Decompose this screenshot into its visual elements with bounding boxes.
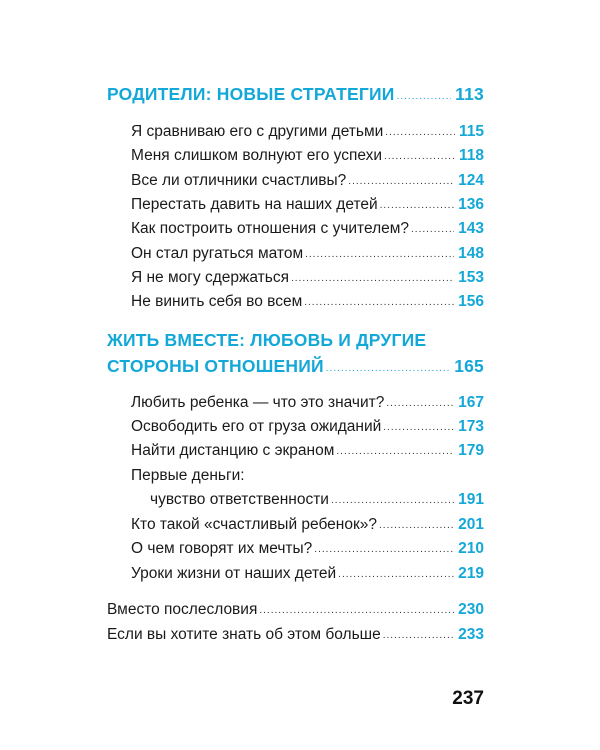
toc-entry[interactable] — [0, 245, 484, 263]
dot-leader — [291, 273, 454, 284]
toc-entry[interactable] — [0, 220, 484, 238]
dot-leader — [348, 176, 454, 187]
entry-page-number: 118 — [458, 147, 484, 164]
entry-page-number: 148 — [458, 245, 484, 262]
entry-page-number: 115 — [458, 123, 484, 140]
entry-title: Все ли отличники счастливы? — [131, 172, 347, 189]
dot-leader — [331, 495, 454, 506]
section-title: СТОРОНЫ ОТНОШЕНИЙ — [107, 356, 324, 376]
dot-leader — [304, 297, 454, 308]
entry-page-number: 153 — [458, 269, 484, 286]
dot-leader — [397, 91, 452, 102]
entry-page-number: 156 — [458, 293, 484, 310]
toc-entry[interactable] — [0, 418, 484, 436]
entry-title: Не винить себя во всем — [131, 293, 303, 310]
entry-title: Как построить отношения с учителем? — [131, 220, 410, 237]
section-title-line[interactable]: ЖИТЬ ВМЕСТЕ: ЛЮБОВЬ И ДРУГИЕ — [107, 330, 427, 350]
entry-page-number: 124 — [458, 172, 484, 189]
entry-page-number: 230 — [458, 601, 484, 618]
entry-page-number: 136 — [458, 196, 484, 213]
entry-title: Найти дистанцию с экраном — [131, 442, 335, 459]
entry-page-number: 191 — [458, 491, 484, 508]
entry-title: чувство ответственности — [150, 491, 329, 508]
entry-title: Уроки жизни от наших детей — [131, 565, 337, 582]
toc-entry[interactable] — [0, 540, 484, 558]
dot-leader — [380, 200, 454, 211]
entry-page-number: 219 — [458, 565, 484, 582]
entry-title: О чем говорят их мечты? — [131, 540, 313, 557]
entry-title: Если вы хотите знать об этом больше — [107, 626, 381, 643]
dot-leader — [385, 127, 455, 138]
dot-leader — [326, 363, 450, 374]
entry-title: Перестать давить на наших детей — [131, 196, 378, 213]
entry-page-number: 210 — [458, 540, 484, 557]
entry-page-number: 201 — [458, 516, 484, 533]
entry-title: Меня слишком волнуют его успехи — [131, 147, 383, 164]
toc-entry[interactable] — [0, 269, 484, 287]
entry-title: Освободить его от груза ожиданий — [131, 418, 382, 435]
dot-leader — [336, 446, 454, 457]
entry-page-number: 173 — [458, 418, 484, 435]
entry-title: Я сравниваю его с другими детьми — [131, 123, 384, 140]
entry-title: Вместо послесловия — [107, 601, 258, 618]
dot-leader — [383, 630, 454, 641]
entry-title-line[interactable]: Первые деньги: — [131, 467, 245, 484]
toc-entry[interactable] — [0, 172, 484, 190]
toc-entry[interactable] — [0, 196, 484, 214]
toc-entry[interactable] — [0, 601, 484, 619]
section-page-number: 165 — [454, 356, 484, 376]
toc-section-heading[interactable] — [0, 84, 484, 105]
dot-leader — [379, 520, 454, 531]
toc-entry[interactable] — [0, 626, 484, 644]
entry-page-number: 179 — [458, 442, 484, 459]
toc-entry[interactable] — [0, 516, 484, 534]
dot-leader — [386, 398, 454, 409]
section-title: РОДИТЕЛИ: НОВЫЕ СТРАТЕГИИ — [107, 84, 395, 104]
toc-entry[interactable] — [0, 293, 484, 311]
entry-page-number: 143 — [458, 220, 484, 237]
dot-leader — [338, 569, 454, 580]
toc-entry[interactable] — [0, 147, 484, 165]
entry-title: Любить ребенка — что это значит? — [131, 394, 385, 411]
entry-page-number: 167 — [458, 394, 484, 411]
dot-leader — [383, 422, 454, 433]
dot-leader — [314, 544, 454, 555]
entry-title: Он стал ругаться матом — [131, 245, 304, 262]
entry-title: Я не могу сдержаться — [131, 269, 289, 286]
toc-entry[interactable] — [0, 123, 484, 141]
toc-section-heading[interactable] — [0, 356, 484, 377]
dot-leader — [305, 249, 454, 260]
entry-title: Кто такой «счастливый ребенок»? — [131, 516, 378, 533]
dot-leader — [411, 224, 454, 235]
section-page-number: 113 — [455, 84, 484, 104]
entry-page-number: 233 — [458, 626, 484, 643]
dot-leader — [259, 605, 454, 616]
toc-entry[interactable] — [0, 394, 484, 412]
toc-entry[interactable] — [0, 491, 484, 509]
toc-entry[interactable] — [0, 442, 484, 460]
toc-entry[interactable] — [0, 565, 484, 583]
page-number: 237 — [452, 688, 484, 709]
dot-leader — [384, 151, 455, 162]
